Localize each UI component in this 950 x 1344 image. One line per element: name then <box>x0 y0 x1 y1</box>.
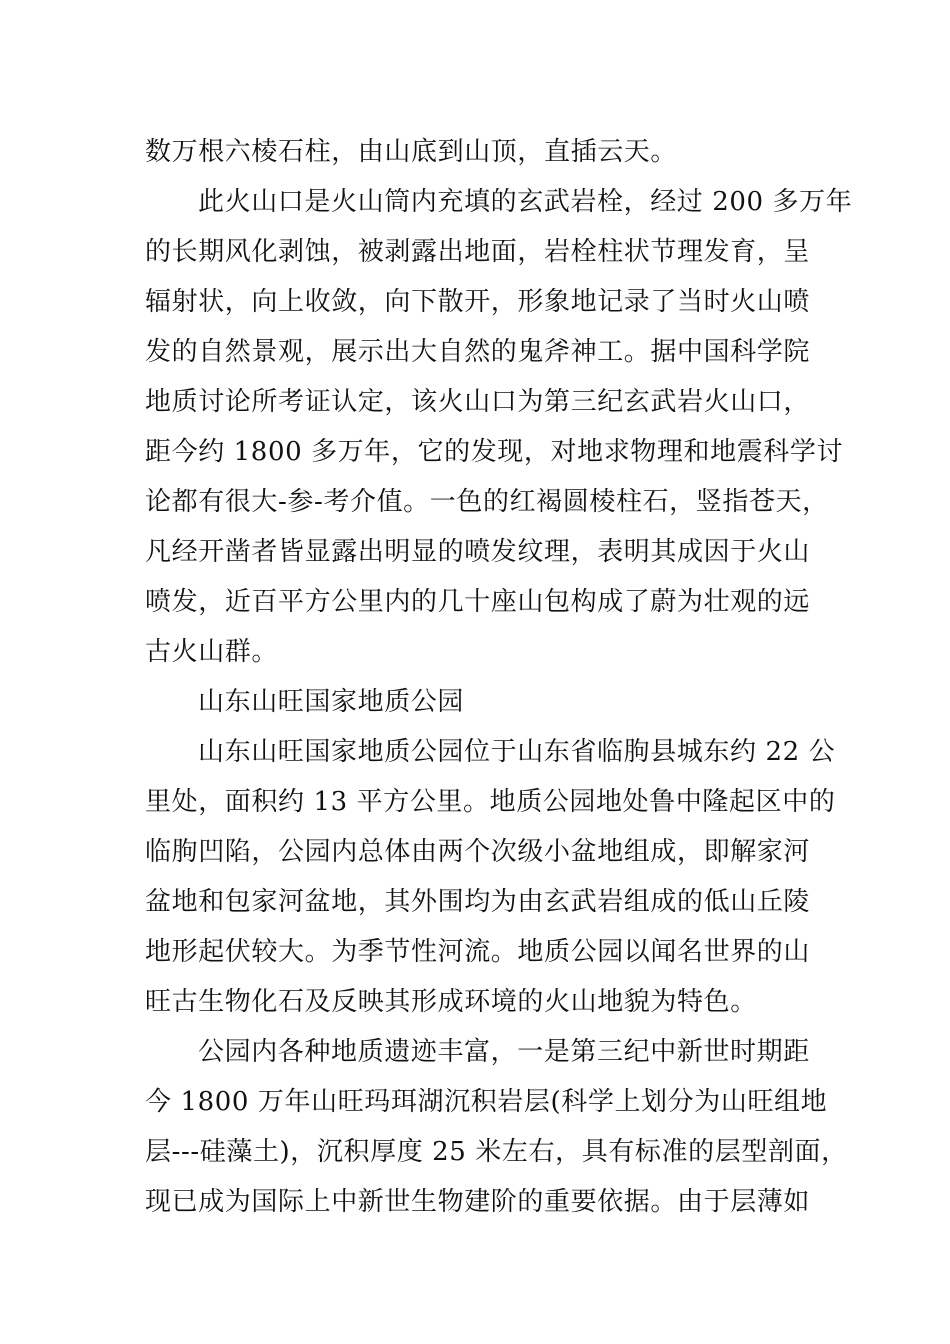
text-line: 距今约 1800 多万年，它的发现，对地求物理和地震科学讨 <box>145 437 844 467</box>
text-line: 山东山旺国家地质公园位于山东省临朐县城东约 22 公 <box>198 737 836 767</box>
text-line: 今 1800 万年山旺玛珥湖沉积岩层(科学上划分为山旺组地 <box>145 1087 828 1117</box>
text-line: 层---硅藻土)，沉积厚度 25 米左右，具有标准的层型剖面， <box>145 1137 848 1167</box>
text-line: 古火山群。 <box>145 637 279 667</box>
text-line: 公园内各种地质遗迹丰富，一是第三纪中新世时期距 <box>198 1037 810 1067</box>
text-line: 地质讨论所考证认定，该火山口为第三纪玄武岩火山口， <box>145 387 811 417</box>
text-line: 里处，面积约 13 平方公里。地质公园地处鲁中隆起区中的 <box>145 787 836 817</box>
text-line: 地形起伏较大。为季节性河流。地质公园以闻名世界的山 <box>145 937 811 967</box>
text-line: 发的自然景观，展示出大自然的鬼斧神工。据中国科学院 <box>145 337 811 367</box>
text-line: 论都有很大-参-考介值。一色的红褐圆棱柱石，竖指苍天， <box>145 487 829 517</box>
text-line: 临朐凹陷，公园内总体由两个次级小盆地组成，即解家河 <box>145 837 811 867</box>
text-line: 盆地和包家河盆地，其外围均为由玄武岩组成的低山丘陵 <box>145 887 811 917</box>
text-line: 旺古生物化石及反映其形成环境的火山地貌为特色。 <box>145 987 757 1017</box>
section-heading: 山东山旺国家地质公园 <box>198 687 465 717</box>
text-line: 凡经开凿者皆显露出明显的喷发纹理，表明其成因于火山 <box>145 537 811 567</box>
text-line: 辐射状，向上收敛，向下散开，形象地记录了当时火山喷 <box>145 287 811 317</box>
text-line: 现已成为国际上中新世生物建阶的重要依据。由于层薄如 <box>145 1187 811 1217</box>
text-line: 数万根六棱石柱，由山底到山顶，直插云天。 <box>145 137 678 167</box>
text-line: 喷发，近百平方公里内的几十座山包构成了蔚为壮观的远 <box>145 587 811 617</box>
text-line: 此火山口是火山筒内充填的玄武岩栓，经过 200 多万年 <box>198 187 853 217</box>
text-line: 的长期风化剥蚀，被剥露出地面，岩栓柱状节理发育，呈 <box>145 237 811 267</box>
